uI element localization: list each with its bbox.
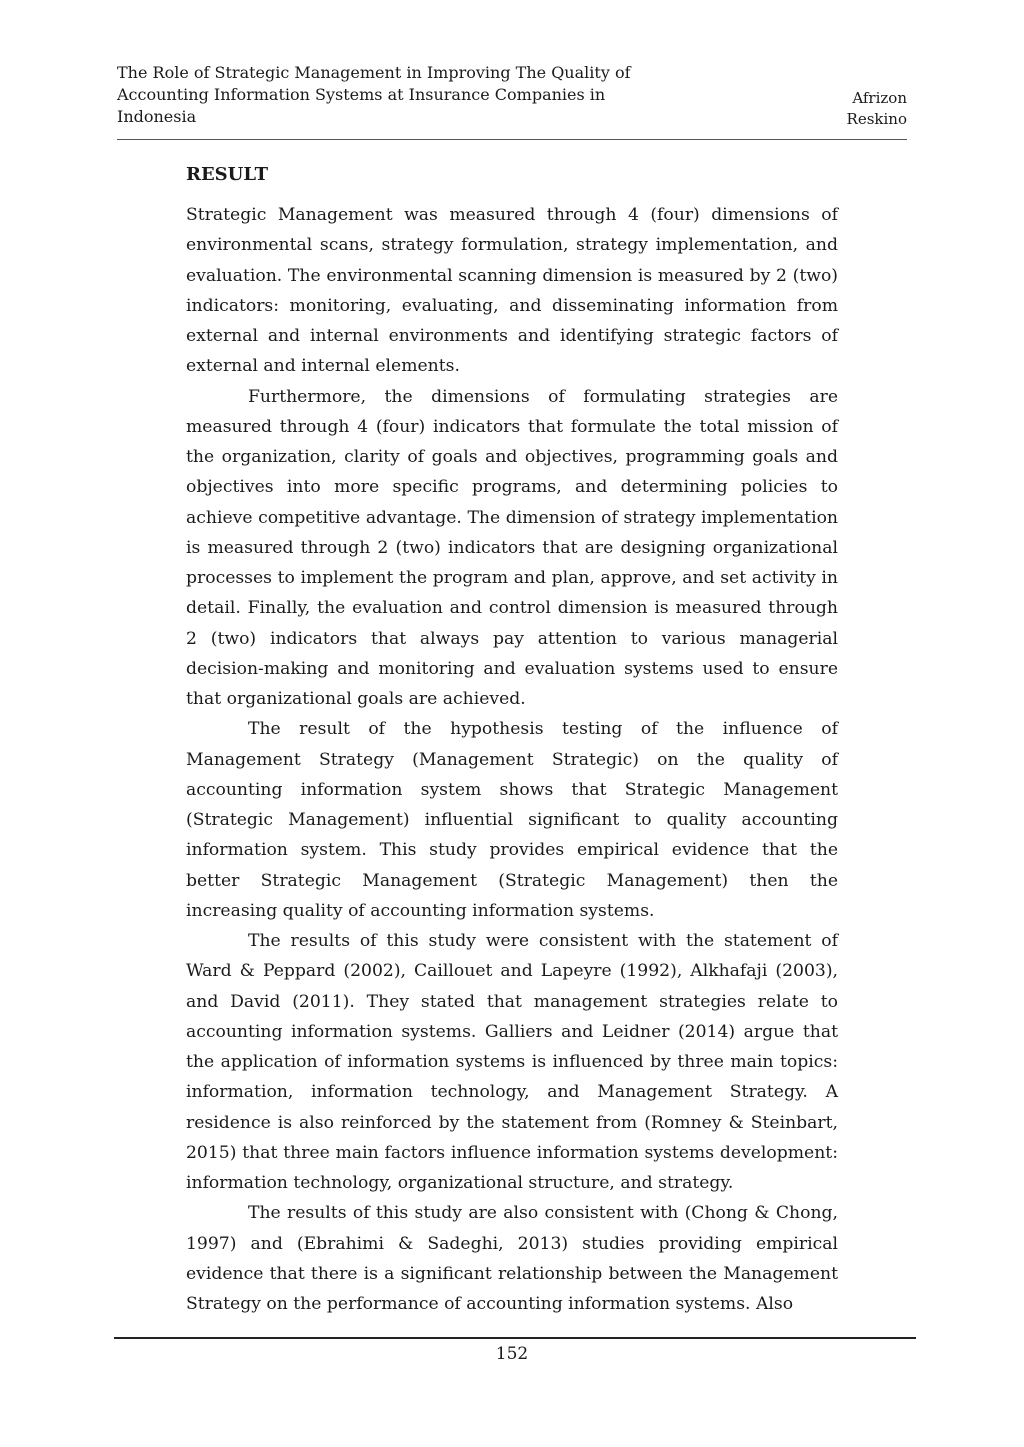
footer-divider <box>114 1337 916 1339</box>
paragraph-1: Strategic Management was measured through 4 (four) dimensions of environmental scans, strategy formulation, strategy implementation, and evaluation. The environmental scanning dimension is measured by 2 (two) indicators: monitoring, evaluating, and disseminating information from external and internal environments and identifying strategic factors of external and internal elements. <box>186 205 838 377</box>
page-body <box>186 160 838 1319</box>
running-header <box>117 62 907 140</box>
paragraph-2: Furthermore, the dimensions of formulating strategies are measured through 4 (four) indicators that formulate the total mission of the organization, clarity of goals and objectives, programming goals and objectives into more specific programs, and determining policies to achieve competitive advantage. The dimension of strategy implementation is measured through 2 (two) indicators that are designing organizational processes to implement the program and plan, approve, and set activity in detail. Finally, the evaluation and control dimension is measured through 2 (two) indicators that always pay attention to various managerial decision-making and monitoring and evaluation systems used to ensure that organizational goals are achieved. <box>186 386 838 709</box>
paragraph-3: The result of the hypothesis testing of the influence of Management Strategy (Management Strategic) on the quality of accounting information system shows that Strategic Management (Strategic Management) influential significant to quality accounting information system. This study provides empirical evidence that the better Strategic Management (Strategic Management) then the increasing quality of accounting information systems. <box>186 719 838 921</box>
section-heading: RESULT <box>186 164 268 185</box>
paragraph-5: The results of this study are also consistent with (Chong & Chong, 1997) and (Ebrahimi & Sadeghi, 2013) studies providing empirical evidence that there is a significant relationship between the Management Strategy on the performance of accounting information systems. Also <box>186 1203 838 1314</box>
running-header-title: The Role of Strategic Management in Improving The Quality of Accounting Information Systems at Insurance Companies in Indonesia <box>117 63 631 126</box>
running-header-author <box>847 88 907 130</box>
author-first-name: Afrizon <box>852 89 907 107</box>
page-number: 152 <box>495 1344 529 1364</box>
header-divider <box>117 139 907 140</box>
paragraph-4: The results of this study were consistent with the statement of Ward & Peppard (2002), Caillouet and Lapeyre (1992), Alkhafaji (2003), and David (2011). They stated that management strategies relate to accounting information systems. Galliers and Leidner (2014) argue that the application of information systems is influenced by three main topics: information, information technology, and Management Strategy. A residence is also reinforced by the statement from (Romney & Steinbart, 2015) that three main factors influence information systems development: information technology, organizational structure, and strategy. <box>186 931 838 1193</box>
author-last-name: Reskino <box>846 110 907 128</box>
